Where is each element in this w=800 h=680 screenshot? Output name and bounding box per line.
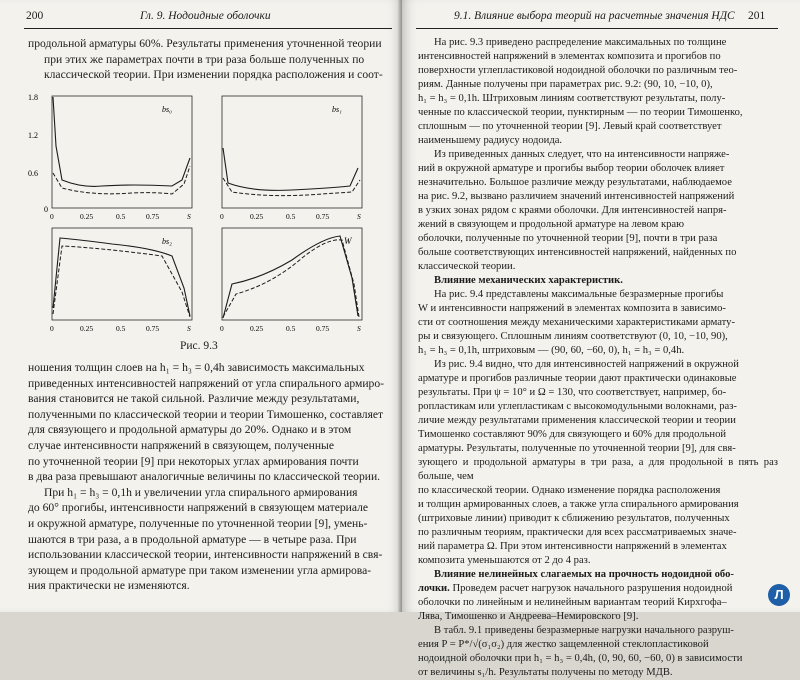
left-page (0, 0, 402, 612)
text-line: поверхности углепластиковой нодоидной оболочки по различным тео- (418, 65, 738, 76)
x-tick-label: 0.25 (80, 324, 94, 333)
left-page-number: 200 (26, 10, 44, 22)
text-line: интенсивностей напряжений в элементах композита и прогибов по (418, 51, 721, 62)
text-line: зующем и продольной арматуре при таком изменении угла армирова- (28, 563, 372, 577)
y-tick-label: 1.8 (28, 93, 38, 102)
text-line: ношения толщин слоев на h₁ = h₃ = 0,4h зависимость максимальных (28, 361, 365, 374)
panel-bs0 (28, 93, 192, 221)
text-line: на рис. 9.2, вызвано различием значений интенсивностей напряжений (418, 191, 735, 202)
y-tick-label: 0.6 (28, 169, 38, 178)
section-heading-continuation: лочки. (418, 583, 450, 594)
text-line: На рис. 9.4 представлены максимальные безразмерные прогибы (434, 289, 724, 300)
text-line: больше соответствующих интенсивностей напряжений, найденных по (418, 247, 737, 258)
curve-refined (223, 148, 358, 190)
text-line: до 60° прогибы, интенсивности напряжений в связующем материале (28, 501, 369, 515)
text-line: ченные по классической теории, пунктирным — по теории Тимошенко, (418, 107, 743, 118)
text-line: На рис. 9.3 приведено распределение максимальных по толщине (434, 37, 727, 48)
text-line: арматуры. Результаты, полученные по уточненной теории [9], для свя- (418, 443, 736, 454)
text-line: зующего и продольной арматуры в три раза, а для продольной в пять раз больше, чем (418, 457, 778, 482)
text-line: (штриховые линии) приводит к сближению результатов, полученных (418, 513, 730, 524)
text-line: по уточненной теории [9] при некоторых углах армирования почти (28, 454, 359, 468)
text-line: незначительно. Большое различие между результатами, наблюдаемое (418, 177, 732, 188)
right-page (402, 0, 800, 678)
text-line: в два раза превышают аналогичные величины по классической теории. (28, 470, 381, 484)
text-line: результаты. При ψ = 10° и Ω = 130, что соответствует, например, бо- (418, 387, 727, 398)
panel-bs1 (220, 96, 362, 221)
text-line: от величины s₁/h. Результаты получены по методу МДВ. (418, 667, 673, 678)
text-line: продольной арматуры 60%. Результаты применения уточненной теории (28, 37, 382, 50)
text-line: ры и связующего. Сплошным линиям соответствуют (0, 10, −10, 90), (418, 331, 728, 342)
x-tick-label: S (357, 212, 361, 221)
curve-classical (53, 166, 190, 194)
text-line: ний параметра Ω. При этом интенсивности напряжений в элементах (418, 541, 727, 552)
x-tick-label: 0.5 (116, 324, 126, 333)
text-line: и окружной арматуре, полученные по уточненной теории [9], умень- (28, 516, 368, 530)
text-line: по классической теории. Однако изменение порядка расположения (418, 485, 721, 496)
text-line: W и интенсивности напряжений в элементах композита в зависимо- (418, 303, 726, 314)
curve-refined (53, 238, 190, 316)
text-line: классической теории. При изменении порядка расположения и соот- (44, 68, 383, 82)
text-line: Лява, Тимошенко и Андреева–Немировского [9]. (418, 611, 639, 622)
left-paragraph-top (28, 36, 388, 83)
figure-caption: Рис. 9.3 (180, 340, 218, 352)
text-span: Проведем расчет нагрузок начального разрушения нодоидной (452, 583, 733, 594)
panel-w (220, 228, 362, 333)
section-heading: Влияние нелинейных слагаемых на прочность нодоидной обо- (434, 569, 734, 580)
x-tick-label: 0.25 (250, 212, 264, 221)
text-line: нодоидной оболочки при h₁ = h₃ = 0,4h, (0, 90, 60, −60, 0) в зависимости (418, 653, 743, 664)
text-line: наименьшему радиусу нодоида. (418, 135, 563, 146)
text-line: Из приведенных данных следует, что на интенсивности напряже- (434, 149, 730, 160)
curve-classical (223, 240, 359, 317)
text-line: сплошным — по уточненной теории [9]. Левый край соответствует (418, 121, 722, 132)
text-line: приведенных интенсивностей напряжений от угла спирального армиро- (28, 376, 384, 390)
x-tick-label: 0.75 (146, 212, 160, 221)
x-tick-label: 0.25 (80, 212, 94, 221)
text-line: случае интенсивности напряжений в связующем, полученные (28, 438, 334, 452)
left-header-rule (24, 28, 392, 29)
text-line: по различным теориям, практически для всех рассматриваемых значе- (418, 527, 737, 538)
text-line: ения P = P*/√(σ₁σ₂) для жестко защемленной стеклопластиковой (418, 639, 709, 650)
text-line: вания становится не такой сильной. Различие между результатами, (28, 392, 360, 406)
x-tick-label: 0.5 (286, 324, 296, 333)
text-line: ропластикам или углепластикам с высокомодульными волокнами, раз- (418, 401, 737, 412)
text-line (418, 582, 778, 596)
text-line: риям. Данные получены при параметрах рис. 9.2: (90, 10, −10, 0), (418, 79, 713, 90)
panel-label: bs₀ (162, 105, 172, 114)
x-tick-label: 0.5 (286, 212, 296, 221)
section-heading: Влияние механических характеристик. (434, 275, 623, 286)
panel-label: W (344, 236, 352, 246)
panel-label: bs₁ (332, 105, 342, 114)
x-tick-label: 0.75 (316, 324, 330, 333)
x-tick-label: S (187, 212, 191, 221)
x-tick-label: S (187, 324, 191, 333)
x-tick-label: 0 (50, 212, 54, 221)
x-tick-label: 0 (220, 324, 224, 333)
x-tick-label: S (357, 324, 361, 333)
text-line: h₁ = h₃ = 0,1h. Штриховым линиям соответствуют результаты, полу- (418, 93, 726, 104)
panel-label: bs₂ (162, 237, 172, 246)
x-tick-label: 0 (50, 324, 54, 333)
text-line: сти от соотношения между механическими характеристиками армату- (418, 317, 735, 328)
text-line: В табл. 9.1 приведены безразмерные нагрузки начального разруш- (434, 625, 734, 636)
y-tick-label: 0 (44, 205, 48, 214)
left-paragraph-1 (28, 360, 388, 594)
x-tick-label: 0.75 (146, 324, 160, 333)
right-body-text (418, 36, 778, 680)
x-tick-label: 0.25 (250, 324, 264, 333)
text-line: личие между результатами применения классической теории и теории (418, 415, 736, 426)
y-tick-label: 1.2 (28, 131, 38, 140)
text-line: жений в связующем и продольной арматуре на левом краю (418, 219, 685, 230)
curve-refined (223, 236, 358, 318)
text-line: шаются в три раза, а в продольной арматуре — в четыре раза. При (28, 532, 357, 546)
x-tick-label: 0.5 (116, 212, 126, 221)
right-header-rule (416, 28, 778, 29)
right-running-head: 9.1. Влияние выбора теорий на расчетные значения НДС (454, 10, 735, 22)
text-line: Тимошенко составляют 90% для связующего и 60% для продольной (418, 429, 727, 440)
text-line: для связующего и продольной арматуры до 20%. Однако и в этом (28, 423, 352, 437)
text-line: в узких зонах рядом с краями оболочки. Для интенсивностей напря- (418, 205, 727, 216)
text-line: ний в окружной арматуре и прогибы выбор теории оболочек влияет (418, 163, 725, 174)
curve-classical (53, 246, 190, 317)
panel-frame (222, 228, 362, 320)
text-line: композита уменьшаются от 2 до 4 раз. (418, 555, 591, 566)
panel-bs2 (50, 228, 192, 333)
x-tick-label: 0 (220, 212, 224, 221)
text-line: при этих же параметрах почти в три раза больше полученных по (44, 52, 365, 66)
publisher-logo-icon: Л (768, 584, 790, 606)
right-page-number: 201 (748, 10, 766, 22)
x-tick-label: 0.75 (316, 212, 330, 221)
text-line: ния практически не изменяются. (28, 579, 190, 593)
text-line: полученными по классической теории и теории Тимошенко, составляет (28, 407, 384, 421)
left-running-head: Гл. 9. Нодоидные оболочки (140, 10, 271, 22)
text-line: и толщин армированных слоев, а также угла спирального армирования (418, 499, 739, 510)
text-line: При h₁ = h₃ = 0,1h и увеличении угла спирального армирования (44, 485, 358, 499)
text-line: Из рис. 9.4 видно, что для интенсивностей напряжений в окружной (434, 359, 739, 370)
text-line: h₁ = h₃ = 0,1h, штриховым — (90, 60, −60, 0), h₁ = h₃ = 0,4h. (418, 345, 685, 356)
text-line: классической теории. (418, 261, 516, 272)
text-line: использовании классической теории, интенсивности напряжений в свя- (28, 548, 383, 562)
figure-9-3 (22, 88, 382, 338)
text-line: арматуре и прогибов различные теории дают практически одинаковые (418, 373, 737, 384)
text-line: оболочки, полученные по уточненной теории [9], почти в три раза (418, 233, 718, 244)
text-line: оболочки по линейным и нелинейным вариантам теорий Кирхгофа– (418, 597, 727, 608)
